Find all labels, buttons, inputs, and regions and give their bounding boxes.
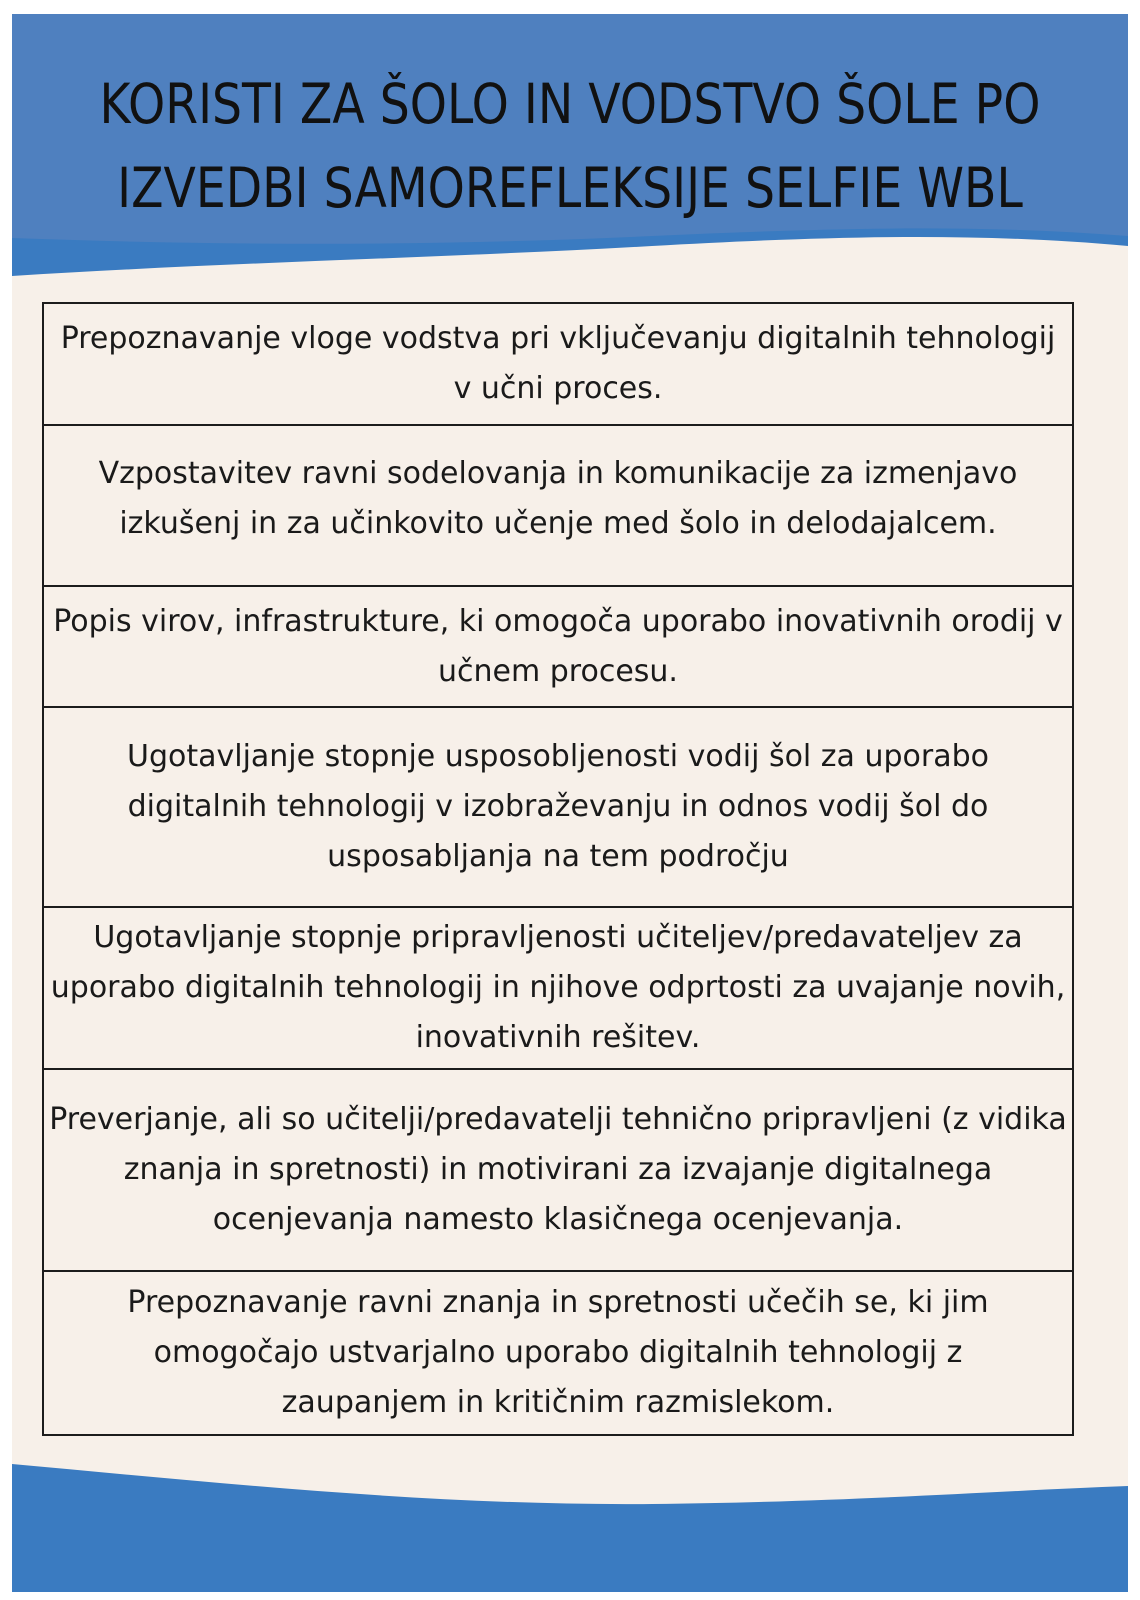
benefits-table — [42, 302, 1074, 1436]
benefit-text: Prepoznavanje ravni znanja in spretnosti učečih se, ki jim omogočajo ustvarjalno uporabo digitalnih tehnologij z zaupanjem in kritičnim razmislekom. — [127, 1285, 989, 1420]
benefit-text: Prepoznavanje vloge vodstva pri vključevanju digitalnih tehnologij v učni proces. — [60, 321, 1056, 406]
page-title — [90, 62, 1050, 230]
benefit-text: Vzpostavitev ravni sodelovanja in komunikacije za izmenjavo izkušenj in za učinkovito učenje med šolo in delodajalcem. — [98, 455, 1018, 541]
benefit-row — [44, 426, 1072, 587]
benefit-text: Ugotavljanje stopnje pripravljenosti učiteljev/predavateljev za uporabo digitalnih tehnologij in njihove odprtosti za uvajanje novih, inovativnih rešitev. — [50, 920, 1066, 1055]
poster — [12, 14, 1128, 1592]
benefit-row — [44, 304, 1072, 426]
title-line-2: IZVEDBI SAMOREFLEKSIJE SELFIE WBL — [117, 156, 1023, 220]
benefit-text: Preverjanje, ali so učitelji/predavatelji tehnično pripravljeni (z vidika znanja in spretnosti) in motivirani za izvajanje digitalnega ocenjevanja namesto klasičnega ocenjevanja. — [49, 1102, 1067, 1237]
benefit-text: Ugotavljanje stopnje usposobljenosti vodij šol za uporabo digitalnih tehnologij v izobraževanju in odnos vodij šol do usposabljanja na tem področju — [126, 739, 990, 874]
title-line-1: KORISTI ZA ŠOLO IN VODSTVO ŠOLE PO — [99, 72, 1041, 136]
footer-wave — [12, 1464, 1128, 1592]
benefit-text: Popis virov, infrastrukture, ki omogoča uporabo inovativnih orodij v učnem procesu. — [53, 603, 1063, 689]
benefit-row — [44, 908, 1072, 1070]
benefit-row — [44, 708, 1072, 908]
benefit-row — [44, 1272, 1072, 1434]
benefit-row — [44, 587, 1072, 708]
benefit-row — [44, 1070, 1072, 1272]
